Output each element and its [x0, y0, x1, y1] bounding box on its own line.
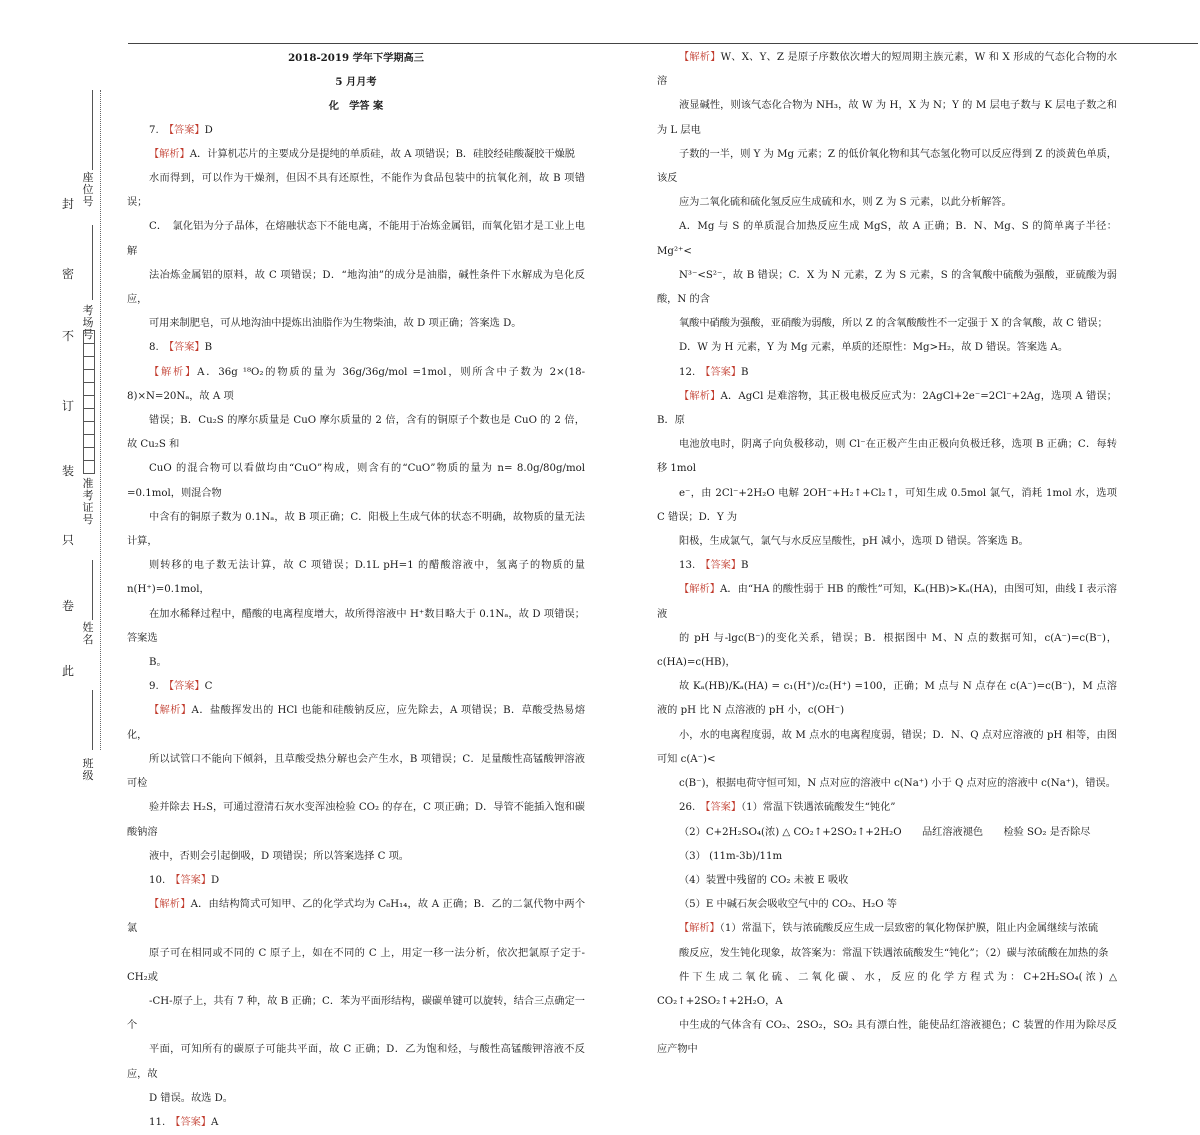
name-field[interactable]: [92, 560, 93, 620]
text-line: 【解析】W、X、Y、Z 是原子序数依次增大的短周期主族元素，W 和 X 形成的气态化合物的水溶: [657, 52, 1118, 88]
tag-label: 【答案】: [175, 874, 212, 886]
tag-label: 【解析】: [149, 366, 198, 378]
text-line: 【解析】A．计算机芯片的主要成分是提纯的单质硅，故 A 项错误；B．硅胶经硅酸凝胶干燥脱: [149, 148, 575, 160]
text-line: 电池放电时，阴离子向负极移动，则 Cl⁻在正极产生由正极向负极迁移，选项 B 正确；C．每转移 1mol: [657, 439, 1117, 475]
text-line: 水而得到，可以作为干燥剂，但因不具有还原性，不能作为食品包装中的抗氧化剂，故 B 项错误；: [127, 173, 585, 209]
text-line: 液中，否则会引起倒吸，D 项错误；所以答案选择 C 项。: [149, 850, 409, 862]
tag-label: 【解析】: [149, 705, 192, 717]
tag-label: 【答案】: [175, 1116, 212, 1128]
text-line: 液显碱性，则该气态化合物为 NH₃，故 W 为 H，X 为 N；Y 的 M 层电子数与 K 层电子数之和为 L 层电: [657, 100, 1117, 136]
tag-label: 【答案】: [705, 560, 742, 572]
text-line: N³⁻<S²⁻，故 B 错误；C．X 为 N 元素，Z 为 S 元素，S 的含氧酸中硫酸为强酸，亚硫酸为弱酸，N 的含: [657, 269, 1117, 306]
text-line: e⁻，由 2Cl⁻+2H₂O 电解 2OH⁻+H₂↑+Cl₂↑，可知生成 0.5mol 氯气，消耗 1mol 水，选项 C 错误；D．Y 为: [657, 487, 1117, 523]
tag-label: 【解析】: [679, 52, 721, 63]
text-line: A．Mg 与 S 的单质混合加热反应生成 MgS，故 A 正确；B．N、Mg、S 的简单离子半径：Mg²⁺<: [657, 221, 1117, 257]
tag-label: 【答案】: [705, 366, 742, 378]
answer-line: 12. 【答案】B: [679, 366, 749, 378]
header-line-3: 化 学答 案: [328, 100, 384, 113]
binding-dotted-line: [100, 90, 101, 750]
text-line: B。: [149, 657, 167, 669]
text-line: 原子可在相同或不同的 C 原子上，如在不同的 C 上，用定一移一法分析，依次把氯原子定于-CH₂或: [127, 947, 585, 983]
binding-char: 此: [62, 664, 75, 678]
name-label: 姓名: [82, 621, 94, 646]
tag-label: 【答案】: [168, 681, 205, 693]
text-line: 【解析】A．36g ¹⁸O₂的物质的量为 36g/36g/mol =1mol，则所含中子数为 2×(18-8)×N=20Nₐ，故 A 项: [127, 366, 586, 402]
tag-label: 【解析】: [149, 148, 190, 160]
text-line: D 错误。故选 D。: [149, 1092, 233, 1104]
answer-line: 26. 【答案】（1）常温下铁遇浓硫酸发生“钝化”: [679, 802, 896, 814]
tag-label: 【解析】: [679, 390, 721, 402]
text-line: 子数的一半，则 Y 为 Mg 元素；Z 的低价氧化物和其气态氢化物可以反应得到 Z 的淡黄色单质，该反: [657, 148, 1117, 185]
exam-room-label: 考场号: [82, 304, 94, 341]
seat-number-field[interactable]: [92, 90, 93, 170]
text-line: 平面，可知所有的碳原子可能共平面，故 C 正确；D．乙为饱和烃，与酸性高锰酸钾溶液不反应，故: [127, 1044, 585, 1080]
answer-line: 10. 【答案】D: [149, 874, 220, 886]
text-line: 则转移的电子数无法计算，故 C 项错误；D.1L pH=1 的醋酸溶液中，氢离子的物质的量 n(H⁺)=0.1mol，: [127, 560, 585, 596]
text-line: 酸反应，发生钝化现象，故答案为：常温下铁遇浓硫酸发生“钝化”；（2）碳与浓硫酸在加热的条: [679, 947, 1109, 959]
left-column: [127, 46, 585, 1135]
text-line: 【解析】（1）常温下，铁与浓硫酸反应生成一层致密的氧化物保护膜，阻止内金属继续与浓硫: [679, 923, 1099, 935]
ticket-number-label: 准考证号: [82, 477, 94, 526]
seat-number-label: 座位号: [82, 171, 94, 208]
text-line: 故 Kₐ(HB)/Kₐ(HA) = c₁(H⁺)/c₂(H⁺) =100，正确；M 点与 N 点存在 c(A⁻)=c(B⁻)，M 点溶液的 pH 比 N 点溶液的 pH 小，c(OH⁻): [657, 681, 1117, 717]
answer-line: 11. 【答案】A: [149, 1116, 219, 1128]
text-line: 错误；B．Cu₂S 的摩尔质量是 CuO 摩尔质量的 2 倍，含有的铜原子个数也是 CuO 的 2 倍，故 Cu₂S 和: [127, 415, 585, 451]
text-line: -CH-原子上，共有 7 种，故 B 正确；C．苯为平面形结构，碳碳单键可以旋转，结合三点确定一个: [127, 995, 585, 1032]
binding-char: 只: [62, 533, 75, 547]
tag-label: 【解析】: [679, 584, 720, 596]
text-line: 法冶炼金属铝的原料，故 C 项错误；D．“地沟油”的成分是油脂，碱性条件下水解成为皂化反应，: [127, 269, 585, 306]
text-line: c(B⁻)，根据电荷守恒可知，N 点对应的溶液中 c(Na⁺) 小于 Q 点对应的溶液中 c(Na⁺)，错误。: [679, 778, 1116, 790]
left-body: [127, 119, 585, 1135]
text-line: 【解析】A．AgCl 是难溶物，其正极电极反应式为：2AgCl+2e⁻=2Cl⁻+2Ag，选项 A 错误；B．原: [657, 390, 1117, 427]
text-line: 中含有的铜原子数为 0.1Nₐ，故 B 项正确；C．阳极上生成气体的状态不明确，故物质的量无法计算，: [127, 511, 585, 548]
text-line: CuO 的混合物可以看做均由“CuO”构成，则含有的“CuO”物质的量为 n= 8.0g/80g/mol =0.1mol，则混合物: [127, 463, 585, 499]
right-column: [657, 46, 1117, 1063]
tag-label: 【解析】: [149, 899, 191, 911]
text-line: 可用来制肥皂，可从地沟油中提炼出油脂作为生物柴油，故 D 项正确；答案选 D。: [149, 318, 522, 330]
class-label: 班级: [82, 757, 94, 782]
right-body: [657, 46, 1117, 1063]
tag-label: 【答案】: [168, 124, 205, 136]
text-line: 阳极，生成氯气，氯气与水反应呈酸性，pH 减小，选项 D 错误。答案选 B。: [679, 536, 1029, 548]
answer-line: 9. 【答案】C: [149, 681, 213, 693]
answer-line: 13. 【答案】B: [679, 560, 749, 572]
text-line: （3） (11m-3b)/11m: [679, 850, 783, 862]
text-line: 小，水的电离程度弱，故 M 点水的电离程度弱，错误；D．N、Q 点对应溶液的 pH 相等，由图可知 c(A⁻)<: [657, 729, 1117, 765]
text-line: 【解析】A．由结构简式可知甲、乙的化学式均为 C₈H₁₄，故 A 正确；B．乙的二氯代物中两个氯: [127, 899, 586, 935]
text-line: 应为二氧化硫和硫化氢反应生成硫和水，则 Z 为 S 元素，以此分析解答。: [679, 197, 1012, 209]
text-line: C． 氯化铝为分子晶体，在熔融状态下不能电离，不能用于冶炼金属铝，而氧化铝才是工业上电解: [127, 221, 585, 257]
binding-char: 装: [62, 464, 75, 478]
ticket-number-grid[interactable]: [83, 330, 95, 474]
text-line: 在加水稀释过程中，醋酸的电离程度增大，故所得溶液中 H⁺数目略大于 0.1Nₐ，故 D 项错误；答案选: [127, 608, 585, 644]
binding-char: 不: [62, 329, 75, 343]
tag-label: 【答案】: [705, 802, 742, 814]
text-line: （2）C+2H₂SO₄(浓) △ CO₂↑+2SO₂↑+2H₂O 品红溶液褪色 检验 SO₂ 是否除尽: [679, 826, 1091, 838]
text-line: 【解析】A．由“HA 的酸性弱于 HB 的酸性”可知，Kₐ(HB)>Kₐ(HA)，由图可知，曲线 I 表示溶液: [657, 584, 1117, 620]
binding-char: 卷: [62, 599, 75, 613]
tag-label: 【解析】: [679, 923, 720, 935]
text-line: 【解析】A．盐酸挥发出的 HCl 也能和硅酸钠反应，应先除去，A 项错误；B．草酸受热易熔化，: [127, 705, 586, 741]
text-line: 的 pH 与-lgc(B⁻)的变化关系，错误；B．根据图中 M、N 点的数据可知，c(A⁻)=c(B⁻)，c(HA)=c(HB)，: [657, 632, 1117, 669]
binding-char: 封: [62, 197, 75, 211]
text-line: 所以试管口不能向下倾斜，且草酸受热分解也会产生水，B 项错误；C．足量酸性高锰酸钾溶液可检: [127, 753, 585, 790]
header-line-2: 5 月月考: [335, 76, 377, 89]
text-line: D．W 为 H 元素，Y 为 Mg 元素，单质的还原性：Mg>H₂，故 D 错误。答案选 A。: [679, 342, 1069, 354]
top-rule: [128, 43, 1198, 44]
binding-char: 密: [62, 267, 75, 281]
binding-margin: [0, 0, 120, 849]
class-field[interactable]: [92, 690, 93, 750]
text-line: 中生成的气体含有 CO₂、2SO₂，SO₂ 具有漂白性，能使品红溶液褪色；C 装置的作用为除尽反应产物中: [657, 1020, 1117, 1056]
exam-room-field[interactable]: [92, 225, 93, 300]
tag-label: 【答案】: [168, 342, 205, 354]
text-line: （5）E 中碱石灰会吸收空气中的 CO₂、H₂O 等: [679, 899, 897, 911]
text-line: 件下生成二氧化硫、二氧化碳、水，反应的化学方程式为：C+2H₂SO₄(浓) △ CO₂↑+2SO₂↑+2H₂O，A: [657, 971, 1117, 1007]
answer-line: 8. 【答案】B: [149, 342, 213, 354]
text-line: （4）装置中残留的 CO₂ 未被 E 吸收: [679, 874, 849, 886]
answer-line: 7. 【答案】D: [149, 124, 213, 136]
text-line: 验并除去 H₂S，可通过澄清石灰水变浑浊检验 CO₂ 的存在，C 项正确；D．导管不能插入饱和碳酸钠溶: [127, 802, 585, 838]
header-line-1: 2018-2019 学年下学期高三: [288, 52, 424, 64]
text-line: 氧酸中硝酸为强酸，亚硝酸为弱酸，所以 Z 的含氧酸酸性不一定强于 X 的含氧酸，故 C 错误；: [679, 318, 1108, 330]
binding-char: 订: [62, 399, 75, 413]
